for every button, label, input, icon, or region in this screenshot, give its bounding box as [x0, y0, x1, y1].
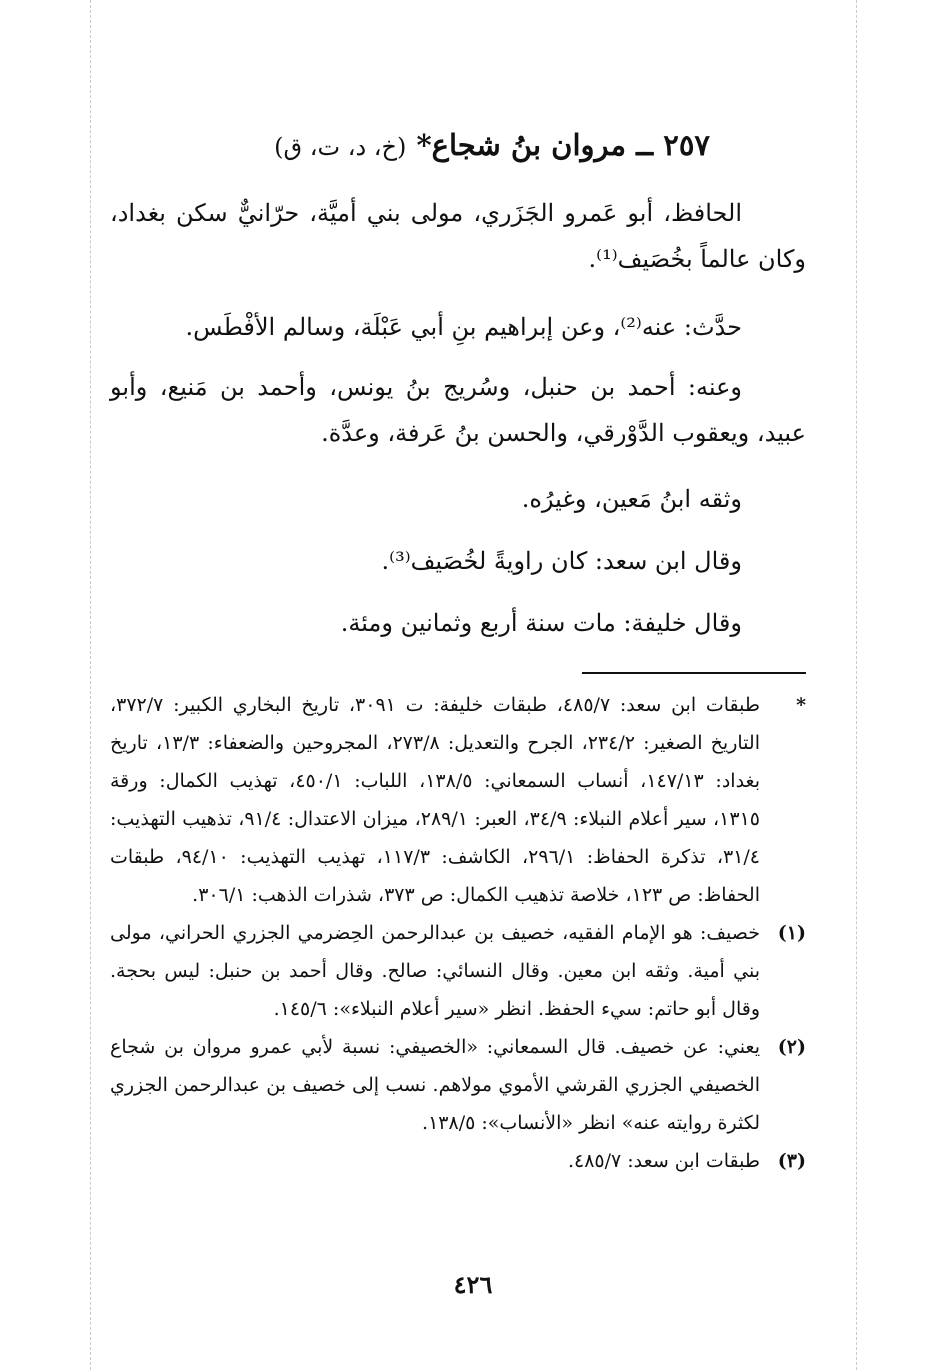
footnote-text: طبقات ابن سعد: ٤٨٥/٧، طبقات خليفة: ت ٣٠٩١، تاريخ البخاري الكبير: ٣٧٢/٧، التاريخ الصغير: ٢٣٤/٢، الجرح والتعديل: ٢٧٣/٨، المجروحين والضعفاء: ١٣/٣، تاريخ بغداد: ١٤٧/١٣، أنساب السمعاني: ١٣٨/٥، اللباب: ٤٥٠/١، تهذيب الكمال: ورقة ١٣١٥، سير أعلام النبلاء: ٣٤/٩، العبر: ٢٨٩/١، ميزان الاعتدال: ٩١/٤، تذهيب التهذيب: ٣١/٤، تذكرة الحفاظ: ٢٩٦/١، الكاشف: ١١٧/٣، تهذيب التهذيب: ٩٤/١٠، طبقات الحفاظ: ص ١٢٣، خلاصة تذهيب الكمال: ص ٣٧٣، شذرات الذهب: ٣٠٦/١.: [110, 694, 761, 906]
entry-title: [140, 128, 710, 162]
footnote-text: يعني: عن خصيف. قال السمعاني: «الخصيفي: نسبة لأبي عمرو مروان بن شجاع الخصيفي الجزري القرشي الأموي مولاهم. نسب إلى خصيف بن عبدالرحمن الجزري لكثرة روايته عنه» انظر «الأنساب»: ١٣٨/٥.: [110, 1036, 760, 1134]
paragraph-reliability: [110, 476, 806, 522]
entry-number: ٢٥٧: [663, 128, 710, 162]
paragraph-text: وعنه: أحمد بن حنبل، وسُريج بنُ يونس، وأحمد بن مَنيع، وأبو عبيد، ويعقوب الدَّوْرقي، والحسن بنُ عَرفة، وعدَّة.: [110, 373, 806, 447]
footnote-mark: (٢): [777, 1036, 806, 1058]
paragraph-text: وقال خليفة: مات سنة أربع وثمانين ومئة.: [340, 609, 742, 637]
scan-edge-line-left: [90, 0, 91, 1370]
paragraph-narrators: [110, 364, 806, 456]
footnote-mark: (١): [777, 922, 806, 944]
entry-star: *: [416, 128, 432, 162]
paragraph-text: وثقه ابنُ مَعين، وغيرُه.: [521, 485, 742, 513]
paragraph-ibn-saad: [110, 538, 806, 584]
paragraph-khalifa: [110, 600, 806, 646]
footnote-1: [110, 914, 806, 1028]
footnote-separator: [582, 672, 806, 674]
entry-name: مروان بنُ شجاع: [431, 128, 627, 162]
footnote-mark: *: [796, 694, 806, 716]
footnote-2: [110, 1028, 806, 1142]
footnote-sources: [110, 686, 806, 914]
footnotes: [110, 686, 806, 1180]
paragraph-text: الحافظ، أبو عَمرو الجَزَري، مولى بني أميَّة، حرّانيٌّ سكن بغداد، وكان عالماً بخُصَيف⁽¹⁾.: [110, 199, 806, 273]
paragraph-text: حدَّث: عنه⁽²⁾، وعن إبراهيم بنِ أبي عَبْلَة، وسالم الأفْطَس.: [185, 313, 742, 341]
scan-edge-line-right: [856, 0, 857, 1370]
paragraph-narrated-from: [110, 304, 806, 350]
footnote-mark: (٣): [777, 1150, 806, 1172]
footnote-text: طبقات ابن سعد: ٤٨٥/٧.: [567, 1150, 760, 1172]
entry-dash: ــ: [636, 128, 654, 162]
page-number: ٤٢٦: [453, 1270, 493, 1299]
paragraph-intro: [110, 190, 806, 282]
footnote-3: [110, 1142, 806, 1180]
entry-sigla: (خ، د، ت، ق): [274, 133, 407, 161]
paragraph-text: وقال ابن سعد: كان راويةً لخُصَيف⁽³⁾.: [381, 547, 742, 575]
footnote-text: خصيف: هو الإمام الفقيه، خصيف بن عبدالرحمن الحِضرمي الجزري الحراني، مولى بني أمية. وثقه ابن معين. وقال النسائي: صالح. وقال أحمد بن حنبل: ليس بحجة. وقال أبو حاتم: سيء الحفظ. انظر «سير أعلام النبلاء»: ١٤٥/٦.: [110, 922, 760, 1020]
